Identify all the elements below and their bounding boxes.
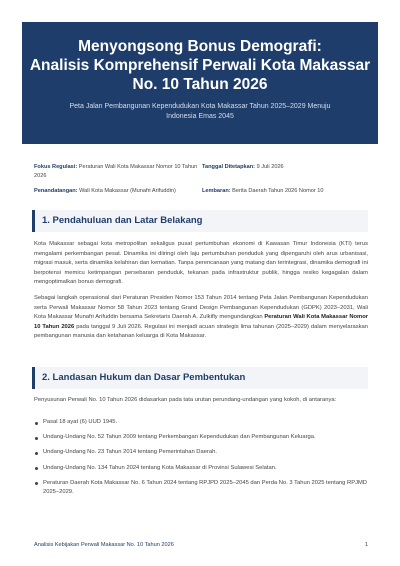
meta-tanggal: Tanggal Ditetapkan: 9 Juli 2026 <box>202 164 284 170</box>
title-line-1: Menyongsong Bonus Demografi: <box>78 38 322 55</box>
meta-lembaran: Lembaran: Berita Daerah Tahun 2026 Nomor 10 <box>202 188 324 194</box>
meta-fokus: Fokus Regulasi: Peraturan Wali Kota Makassar Nomor 10 Tahun 2026 <box>34 164 198 179</box>
title-banner <box>22 22 378 144</box>
section-heading-2: 2. Landasan Hukum dan Dasar Pembentukan <box>32 367 368 389</box>
footer-title: Analisis Kebijakan Perwali Makassar No. 10 Tahun 2026 <box>34 542 174 548</box>
section-heading-1: 1. Pendahuluan dan Latar Belakang <box>32 210 368 232</box>
list-item: Pasal 18 ayat (6) UUD 1945. <box>34 418 368 428</box>
page-number: 1 <box>364 542 368 548</box>
list-item: Peraturan Daerah Kota Makassar No. 6 Tahun 2024 tentang RPJPD 2025–2045 dan Perda No. 3 Tahun 2025 tentang RPJMD 2025–2029. <box>34 479 368 498</box>
page-footer <box>34 542 368 548</box>
document-title <box>22 22 378 94</box>
meta-penandatangan: Penandatangan: Wali Kota Makassar (Munafri Arifuddin) <box>34 188 176 194</box>
section2-intro: Penyusunan Perwali No. 10 Tahun 2026 didasarkan pada tata urutan perundang-undangan yang kokoh, di antaranya: <box>34 397 337 403</box>
section1-paragraph-2: Sebagai langkah operasional dari Peraturan Presiden Nomor 153 Tahun 2014 tentang Peta Jalan Pembangunan Kependudukan serta Perwali Makassar Nomor 58 Tahun 2023 tentang Grand Design Pembangunan Kependudukan (GDPK) 2023–2031, Wali Kota Makassar Munafri Arifuddin bersama Sekretaris Daerah A. Zulkifly mengundangkan Peraturan Wali Kota Makassar Nomor 10 Tahun 2026 pada tanggal 9 Juli 2026. Regulasi ini menjadi acuan strategis lima tahunan (2025–2029) dalam menyelaraskan pembangunan manusia dan ketahanan keluarga di Kota Makassar. <box>34 295 368 340</box>
title-line-2: Analisis Komprehensif Perwali Kota Makassar <box>29 57 371 74</box>
regulation-name-bold: Peraturan Wali Kota Makassar Nomor 10 Tahun 2026 <box>34 314 368 330</box>
document-subtitle: Peta Jalan Pembangunan Kependudukan Kota Makassar Tahun 2025–2029 Menuju Indonesia Emas 2045 <box>69 103 331 120</box>
section1-paragraph-1: Kota Makassar sebagai kota metropolitan sekaligus pusat pertumbuhan ekonomi di Kawasan Timur Indonesia (KTI) terus mengalami perkembangan pesat. Dinamika ini diiringi oleh laju pertumbuhan penduduk yang dipengaruhi oleh arus urbanisasi, migrasi masuk, serta dinamika kelahiran dan kematian. Tanpa perencanaan yang matang dan terintegrasi, dinamika demografi ini berpotensi memicu ketimpangan persebaran penduduk, tekanan pada infrastruktur publik, hingga resiko kegagalan dalam mengoptimalkan bonus demografi. <box>34 241 368 286</box>
list-item: Undang-Undang No. 134 Tahun 2024 tentang Kota Makassar di Provinsi Sulawesi Selatan. <box>34 464 368 474</box>
list-item: Undang-Undang No. 52 Tahun 2009 tentang Perkembangan Kependudukan dan Pembangunan Keluarga. <box>34 433 368 443</box>
title-line-3: No. 10 Tahun 2026 <box>132 76 268 93</box>
legal-basis-list <box>34 418 368 504</box>
metadata-block <box>34 163 370 202</box>
list-item: Undang-Undang No. 23 Tahun 2014 tentang Pemerintahan Daerah. <box>34 448 368 458</box>
